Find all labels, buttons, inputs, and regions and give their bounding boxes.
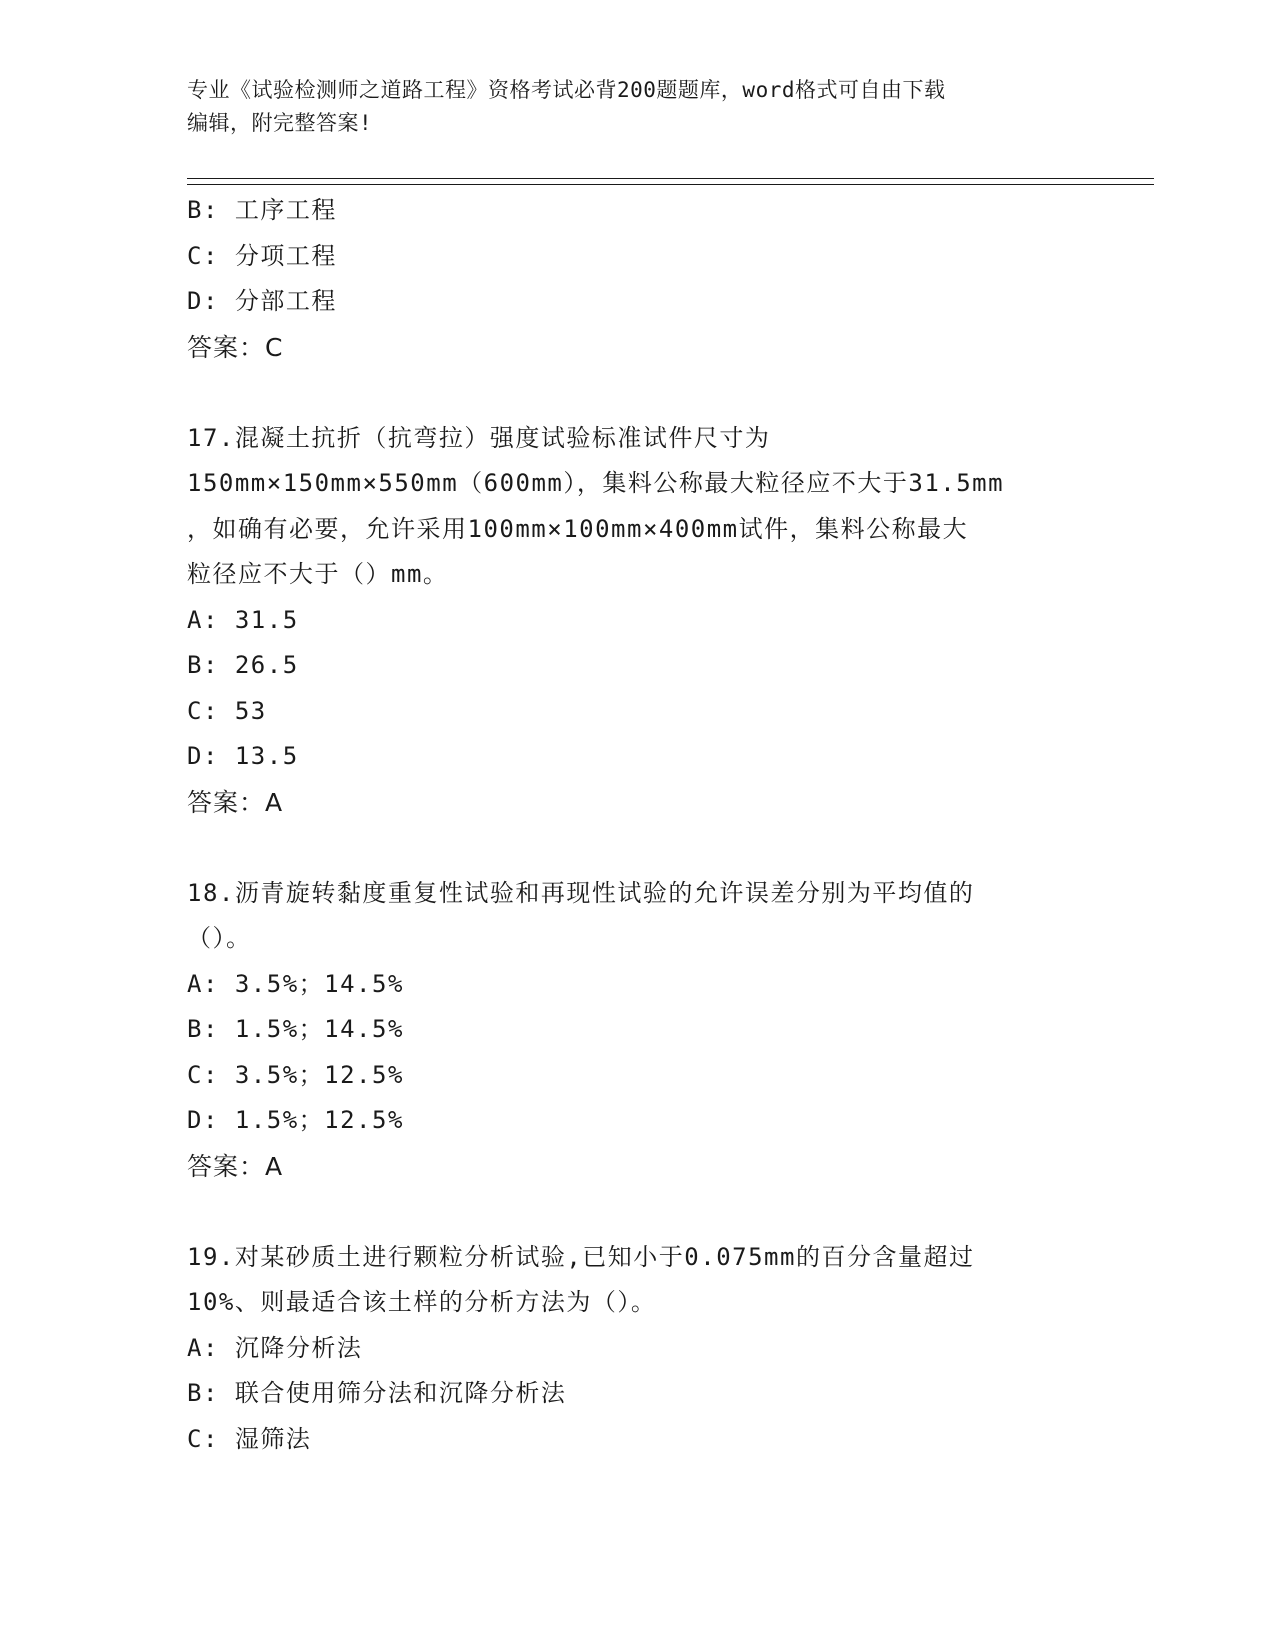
header-title-line-2: 编辑，附完整答案!	[187, 111, 373, 135]
option-c: C: 湿筛法	[187, 1424, 312, 1453]
question-18	[187, 871, 1087, 1190]
page-header	[187, 74, 1087, 140]
question-17	[187, 416, 1087, 826]
spacer	[187, 1189, 1087, 1235]
question-stem-line: 18.沥青旋转黏度重复性试验和再现性试验的允许误差分别为平均值的	[187, 878, 975, 907]
spacer	[187, 825, 1087, 871]
question-stem-line: 150mm×150mm×550mm（600mm），集料公称最大粒径应不大于31.5mm	[187, 469, 1005, 497]
option-d: D: 分部工程	[187, 287, 337, 315]
answer-line: 答案：A	[187, 1151, 284, 1181]
question-stem-line: 粒径应不大于（）mm。	[187, 560, 449, 588]
question-stem-line: （）。	[187, 924, 252, 952]
question-stem-line: 17.混凝土抗折（抗弯拉）强度试验标准试件尺寸为	[187, 423, 771, 452]
answer-line: 答案：A	[187, 787, 284, 817]
question-stem-line: ，如确有必要，允许采用100mm×100mm×400mm试件，集料公称最大	[187, 514, 969, 543]
option-c: C: 3.5%；12.5%	[187, 1060, 404, 1089]
document-body	[187, 188, 1087, 1462]
option-a: A: 3.5%；14.5%	[187, 969, 404, 998]
option-d: D: 1.5%；12.5%	[187, 1106, 404, 1134]
option-b: B: 26.5	[187, 651, 299, 679]
question-stem-line: 10%、则最适合该土样的分析方法为（）。	[187, 1288, 657, 1316]
question-19	[187, 1235, 1087, 1463]
option-a: A: 沉降分析法	[187, 1333, 363, 1362]
header-title-line-1: 专业《试验检测师之道路工程》资格考试必背200题题库，word格式可自由下载	[187, 78, 946, 102]
question-stem-line: 19.对某砂质土进行颗粒分析试验,已知小于0.075mm的百分含量超过	[187, 1242, 975, 1271]
option-b: B: 工序工程	[187, 196, 337, 224]
option-d: D: 13.5	[187, 742, 299, 770]
option-c: C: 53	[187, 696, 267, 725]
option-a: A: 31.5	[187, 605, 299, 634]
question-16	[187, 188, 1087, 370]
header-double-rule	[187, 178, 1154, 185]
option-b: B: 1.5%；14.5%	[187, 1015, 404, 1043]
spacer	[187, 370, 1087, 416]
answer-line: 答案：C	[187, 332, 284, 362]
option-b: B: 联合使用筛分法和沉降分析法	[187, 1379, 567, 1407]
option-c: C: 分项工程	[187, 241, 337, 270]
